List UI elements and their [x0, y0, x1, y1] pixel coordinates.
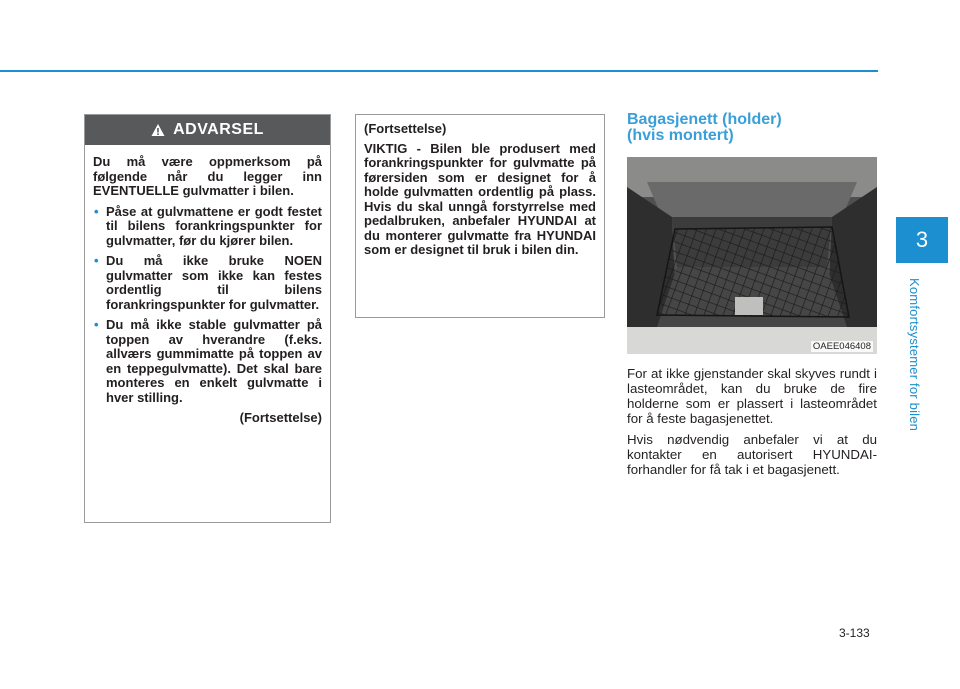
warning-bullet: • Du må ikke stable gulvmatter på toppen av hverandre (f.eks. allværs gummimatte på toppen av en teppegulvmatte). Det skal bare monteres en enkelt gulvmatte i hver stilling. [94, 317, 322, 405]
bullet-dot-icon: • [94, 317, 99, 332]
warning-body [85, 145, 330, 432]
section-paragraph: Hvis nødvendig anbefaler vi at du kontakter en autorisert HYUNDAI-forhandler for få tak i et bagasjenett. [627, 432, 877, 477]
bullet-dot-icon: • [94, 253, 99, 268]
top-rule [0, 70, 878, 72]
warning-triangle-icon [151, 123, 165, 137]
warning-header [85, 115, 330, 145]
warning-intro: Du må være oppmerksom på følgende når du legger inn EVENTUELLE gulvmatter i bilen. [93, 154, 322, 198]
section-paragraph: For at ikke gjenstander skal skyves rundt i lasteområdet, kan du bruke de fire holderne som er plassert i lasteområdet for å feste bagasjenettet. [627, 366, 877, 426]
warning-list [93, 205, 322, 406]
warning-continued: (Fortsettelse) [239, 410, 322, 425]
chapter-label: Komfortsystemer for bilen [907, 278, 922, 432]
image-code: OAEE046408 [812, 341, 871, 352]
chapter-tab [896, 217, 948, 263]
warning-bullet: • Påse at gulvmattene er godt festet til bilens forankringspunkter for gulvmatter, før du kjører bilen. [94, 203, 322, 248]
section-title [627, 112, 877, 144]
chapter-number: 3 [915, 227, 929, 252]
bullet-dot-icon: • [94, 203, 99, 219]
continuation-box [355, 114, 605, 318]
warning-bullet: • Du må ikke bruke NOEN gulvmatter som ikke kan festes ordentlig til bilens forankringspunkter for gulvmatter. [94, 253, 322, 312]
warning-title: ADVARSEL [173, 121, 264, 138]
section-body [627, 366, 877, 483]
section-title-line2: (hvis montert) [627, 127, 734, 144]
cargo-area-illustration [627, 157, 877, 354]
continuation-text: VIKTIG - Bilen ble produsert med forankringspunkter for gulvmatte på førersiden som er designet for å holde gulvmatten ordentlig på plass. Hvis du skal unngå forstyrrelse med pedalbruken, anbefaler HYUNDAI at du monterer gulvmatte fra HYUNDAI som er designet til bruk i bilen din. [364, 140, 596, 257]
section-title-line1: Bagasjenett (holder) [627, 111, 782, 128]
cargo-net-photo [627, 157, 877, 354]
warning-box [84, 114, 331, 523]
page-number: 3-133 [839, 626, 870, 640]
continuation-heading: (Fortsettelse) [364, 121, 447, 136]
